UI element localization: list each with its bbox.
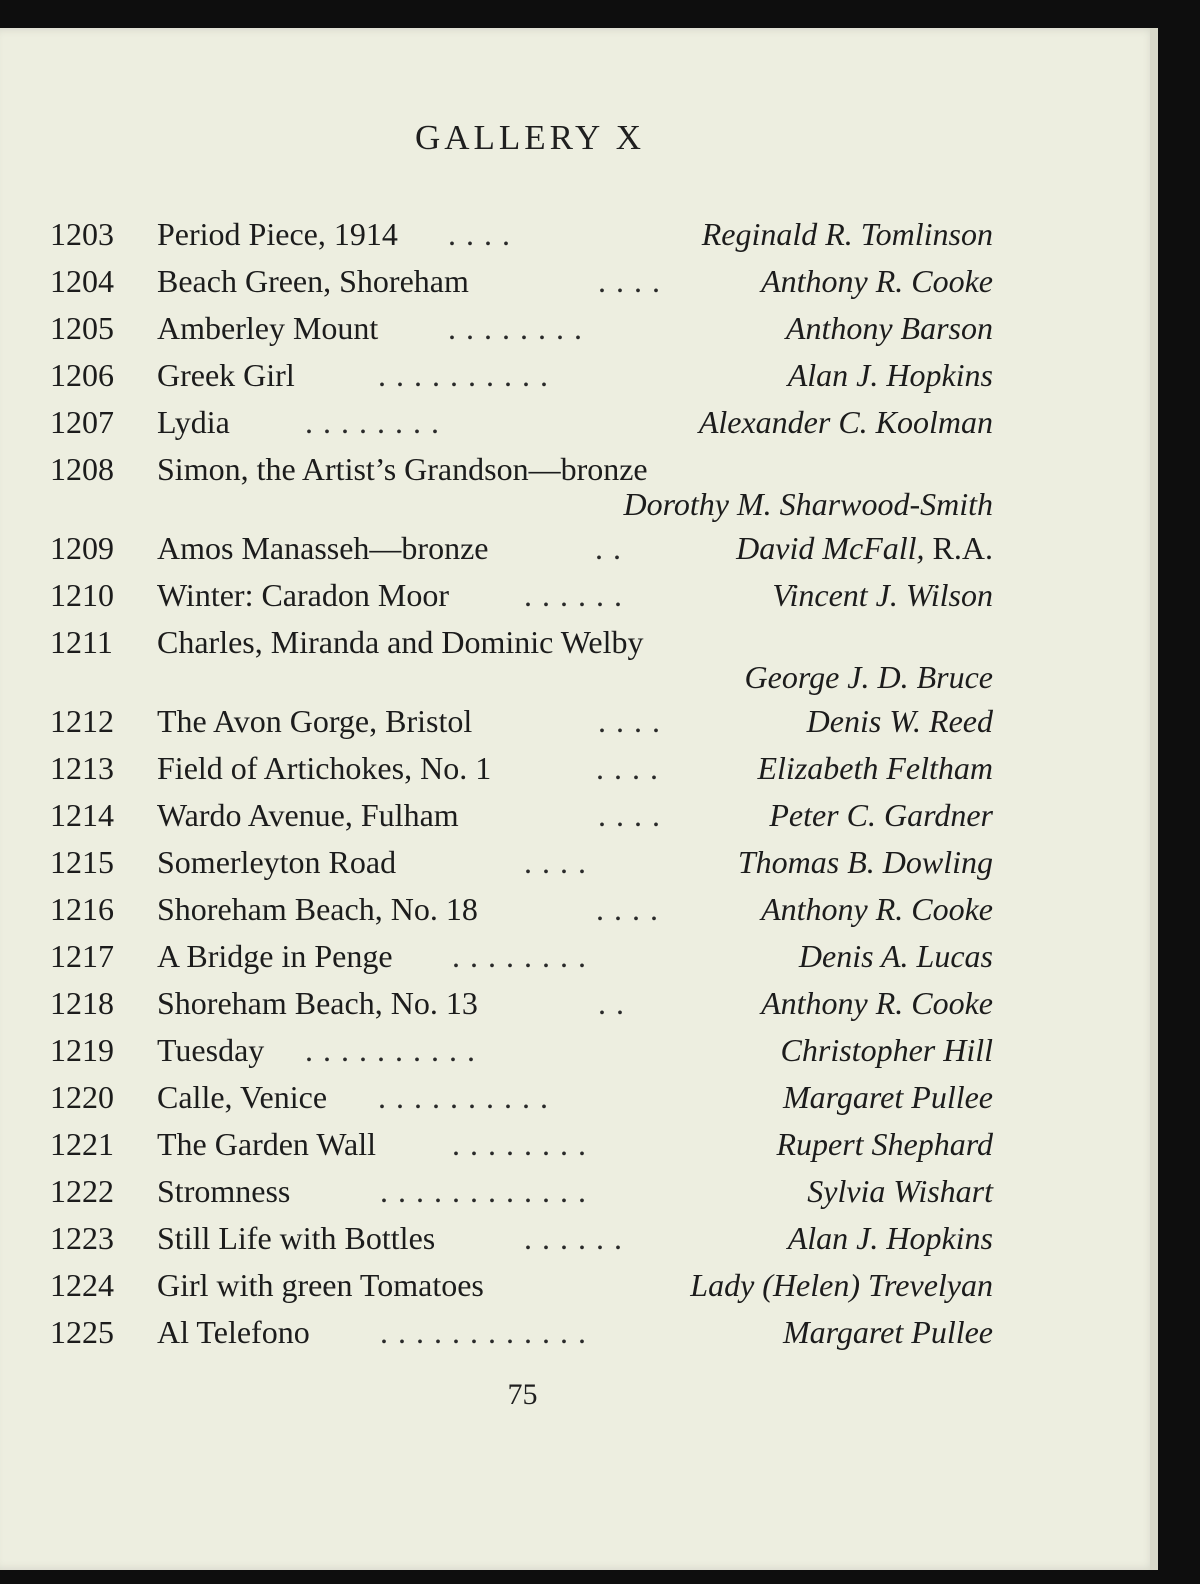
entry-number: 1208	[50, 451, 114, 487]
entry-artist: Rupert Shephard	[776, 1126, 993, 1162]
dot-leader: . . . .	[596, 750, 659, 786]
entry-title: Winter: Caradon Moor	[157, 577, 449, 613]
entry-artist: Anthony R. Cooke	[761, 263, 993, 299]
entry-number: 1224	[50, 1267, 114, 1303]
entry-row-continuation	[0, 486, 1158, 526]
entry-artist: Anthony R. Cooke	[761, 985, 993, 1021]
entry-row	[0, 1220, 1158, 1260]
entry-artist: Alan J. Hopkins	[787, 1220, 993, 1256]
entry-row	[0, 310, 1158, 350]
entry-number: 1217	[50, 938, 114, 974]
entry-row	[0, 1126, 1158, 1166]
entry-number: 1205	[50, 310, 114, 346]
entry-row	[0, 750, 1158, 790]
dot-leader: . . . . . .	[524, 577, 623, 613]
entry-row	[0, 938, 1158, 978]
entry-number: 1206	[50, 357, 114, 393]
entry-number: 1204	[50, 263, 114, 299]
entry-number: 1207	[50, 404, 114, 440]
entry-artist: Margaret Pullee	[782, 1079, 993, 1115]
entry-row	[0, 797, 1158, 837]
dot-leader: . . . . . . . . . .	[378, 1079, 549, 1115]
entry-row	[0, 216, 1158, 256]
entry-row	[0, 1267, 1158, 1307]
entry-artist: Denis A. Lucas	[798, 938, 993, 974]
dot-leader: . . . .	[524, 844, 587, 880]
entry-number: 1221	[50, 1126, 114, 1162]
page-number: 75	[507, 1378, 538, 1411]
entry-title: Lydia	[157, 404, 230, 440]
entry-title: Al Telefono	[157, 1314, 310, 1350]
dot-leader: . . . .	[598, 797, 661, 833]
entry-title: Beach Green, Shoreham	[157, 263, 469, 299]
dot-leader: . . . . . . . .	[305, 404, 440, 440]
entry-number: 1214	[50, 797, 114, 833]
entry-row	[0, 357, 1158, 397]
entry-row	[0, 985, 1158, 1025]
entry-artist: Alan J. Hopkins	[787, 357, 993, 393]
entry-artist: Peter C. Gardner	[769, 797, 993, 833]
entry-title: Stromness	[157, 1173, 291, 1209]
dot-leader: . . . .	[598, 263, 661, 299]
entry-title: The Avon Gorge, Bristol	[157, 703, 473, 739]
entry-number: 1209	[50, 530, 114, 566]
entry-number: 1219	[50, 1032, 114, 1068]
entry-artist: Thomas B. Dowling	[737, 844, 993, 880]
entry-number: 1210	[50, 577, 114, 613]
entry-artist: Anthony Barson	[785, 310, 993, 346]
entry-row	[0, 624, 1158, 664]
dot-leader: . . . . . . . .	[448, 310, 583, 346]
entry-artist: Vincent J. Wilson	[772, 577, 993, 613]
entry-row	[0, 263, 1158, 303]
entry-number: 1225	[50, 1314, 114, 1350]
dot-leader: . . . . . .	[524, 1220, 623, 1256]
entry-artist: Denis W. Reed	[806, 703, 993, 739]
entry-number: 1213	[50, 750, 114, 786]
entry-artist: Sylvia Wishart	[807, 1173, 993, 1209]
entry-title: Shoreham Beach, No. 18	[157, 891, 478, 927]
entry-artist: Elizabeth Feltham	[757, 750, 993, 786]
entry-title: Girl with green Tomatoes	[157, 1267, 484, 1303]
dot-leader: . .	[598, 985, 625, 1021]
entry-title: Amberley Mount	[157, 310, 379, 346]
entry-artist	[736, 530, 993, 567]
entry-artist: Lady (Helen) Trevelyan	[690, 1267, 993, 1303]
entry-row-continuation	[0, 659, 1158, 699]
entry-number: 1215	[50, 844, 114, 880]
entry-number: 1223	[50, 1220, 114, 1256]
entry-artist: Christopher Hill	[780, 1032, 993, 1068]
entry-row	[0, 891, 1158, 931]
entry-number: 1220	[50, 1079, 114, 1115]
entry-number: 1218	[50, 985, 114, 1021]
entry-number: 1216	[50, 891, 114, 927]
entry-row	[0, 404, 1158, 444]
entry-title: Still Life with Bottles	[157, 1220, 436, 1256]
artist-name: David McFall,	[736, 530, 925, 566]
entry-row	[0, 1032, 1158, 1072]
entry-title: Greek Girl	[157, 357, 295, 393]
dot-leader: . . . .	[448, 216, 511, 252]
entry-title: A Bridge in Penge	[157, 938, 393, 974]
dot-leader: . . . . . . . .	[452, 938, 587, 974]
entry-number: 1203	[50, 216, 114, 252]
dot-leader: . . . . . . . . . . . .	[380, 1314, 587, 1350]
entry-number: 1222	[50, 1173, 114, 1209]
entry-row	[0, 1079, 1158, 1119]
entry-title: Somerleyton Road	[157, 844, 397, 880]
gallery-heading: GALLERY X	[414, 118, 646, 157]
entry-title: Calle, Venice	[157, 1079, 328, 1115]
entry-row	[0, 1173, 1158, 1213]
entry-title: Tuesday	[157, 1032, 265, 1068]
entry-title: Wardo Avenue, Fulham	[157, 797, 459, 833]
entry-title: Charles, Miranda and Dominic Welby	[157, 624, 644, 660]
dot-leader: . . . . . . . . . . . .	[380, 1173, 587, 1209]
entry-row	[0, 844, 1158, 884]
dot-leader: . .	[595, 530, 622, 566]
entry-title: Period Piece, 1914	[157, 216, 398, 252]
entry-artist: George J. D. Bruce	[744, 659, 993, 695]
dot-leader: . . . .	[598, 703, 661, 739]
entry-row	[0, 577, 1158, 617]
entry-title: Simon, the Artist’s Grandson—bronze	[157, 451, 648, 487]
dot-leader: . . . .	[596, 891, 659, 927]
entry-row	[0, 451, 1158, 491]
entry-artist: Alexander C. Koolman	[698, 404, 993, 440]
artist-suffix: R.A.	[932, 530, 993, 566]
entry-row	[0, 703, 1158, 743]
dot-leader: . . . . . . . . . .	[378, 357, 549, 393]
entry-title: The Garden Wall	[157, 1126, 376, 1162]
entry-row	[0, 1314, 1158, 1354]
entry-row	[0, 530, 1158, 570]
entry-title: Shoreham Beach, No. 13	[157, 985, 478, 1021]
entry-artist: Dorothy M. Sharwood-Smith	[623, 486, 993, 522]
entry-title: Amos Manasseh—bronze	[157, 530, 489, 566]
entry-artist: Margaret Pullee	[782, 1314, 993, 1350]
dot-leader: . . . . . . . . . .	[305, 1032, 476, 1068]
entry-title: Field of Artichokes, No. 1	[157, 750, 492, 786]
entry-artist: Anthony R. Cooke	[761, 891, 993, 927]
entry-number: 1211	[50, 624, 113, 660]
entry-artist: Reginald R. Tomlinson	[701, 216, 993, 252]
dot-leader: . . . . . . . .	[452, 1126, 587, 1162]
entry-number: 1212	[50, 703, 114, 739]
